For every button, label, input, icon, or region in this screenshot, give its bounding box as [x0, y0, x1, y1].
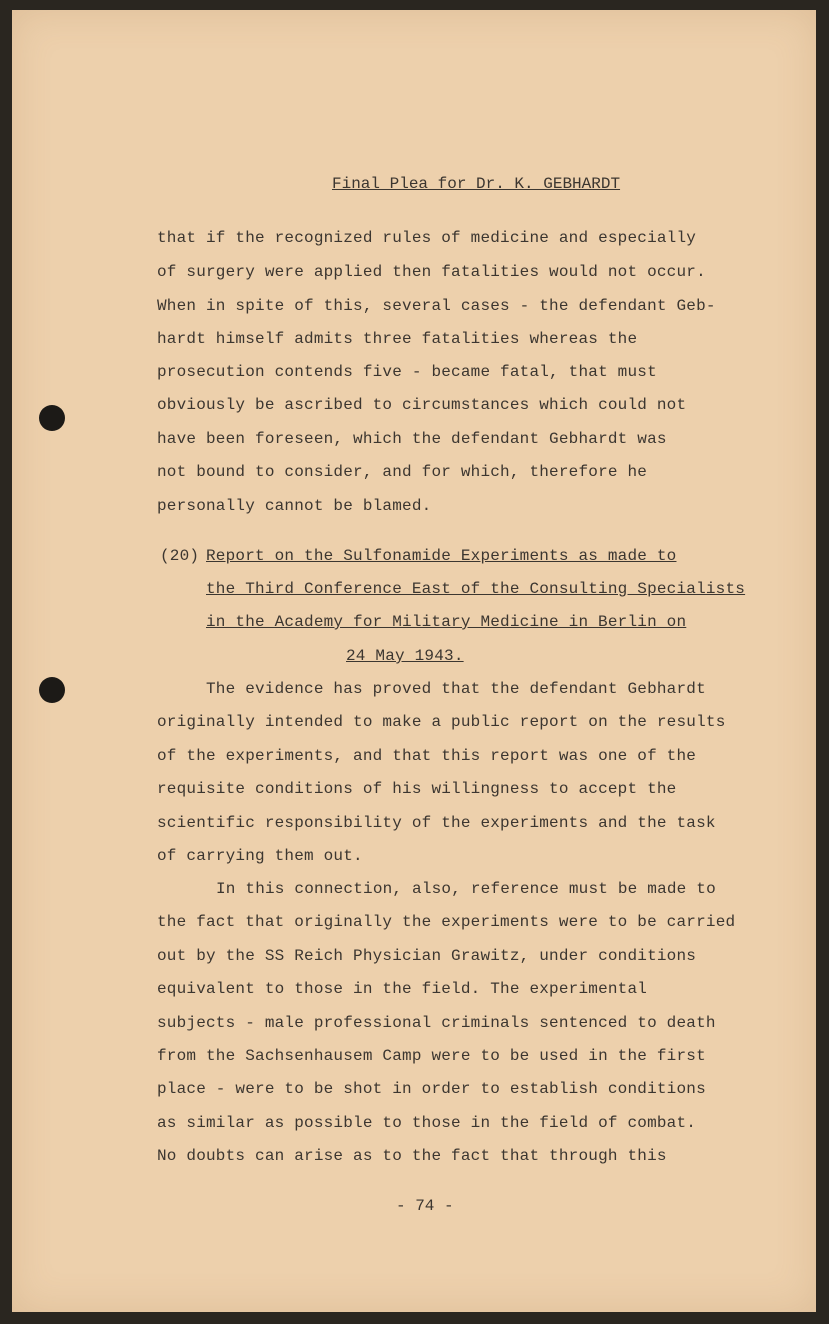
text-line: scientific responsibility of the experiments and the task — [157, 814, 716, 832]
section-number: (20) — [160, 547, 200, 565]
text-line: obviously be ascribed to circumstances which could not — [157, 396, 687, 414]
text-line: of the experiments, and that this report was one of the — [157, 747, 697, 765]
text-line: of carrying them out. — [157, 847, 363, 865]
section-title-line: 24 May 1943. — [346, 647, 464, 665]
punch-hole — [39, 405, 65, 431]
page-number: - 74 - — [396, 1197, 454, 1215]
text-line: In this connection, also, reference must be made to — [216, 880, 716, 898]
text-line: When in spite of this, several cases - the defendant Geb- — [157, 297, 716, 315]
text-line: of surgery were applied then fatalities would not occur. — [157, 263, 706, 281]
text-line: equivalent to those in the field. The experimental — [157, 980, 648, 998]
text-line: place - were to be shot in order to establish conditions — [157, 1080, 706, 1098]
page-header: Final Plea for Dr. K. GEBHARDT — [332, 175, 621, 193]
section-title-line: in the Academy for Military Medicine in Berlin on — [206, 613, 687, 631]
text-line: from the Sachsenhausem Camp were to be used in the first — [157, 1047, 706, 1065]
text-line: have been foreseen, which the defendant Gebhardt was — [157, 430, 667, 448]
section-title-line: the Third Conference East of the Consulting Specialists — [206, 580, 746, 598]
text-line: requisite conditions of his willingness to accept the — [157, 780, 677, 798]
text-line: that if the recognized rules of medicine and especially — [157, 229, 697, 247]
text-line: out by the SS Reich Physician Grawitz, under conditions — [157, 947, 697, 965]
text-line: prosecution contends five - became fatal, that must — [157, 363, 657, 381]
text-line: not bound to consider, and for which, therefore he — [157, 463, 648, 481]
punch-hole — [39, 677, 65, 703]
text-line: personally cannot be blamed. — [157, 497, 432, 515]
text-line: originally intended to make a public report on the results — [157, 713, 726, 731]
text-line: as similar as possible to those in the field of combat. — [157, 1114, 697, 1132]
text-line: subjects - male professional criminals sentenced to death — [157, 1014, 716, 1032]
text-line: the fact that originally the experiments were to be carried — [157, 913, 736, 931]
text-line: No doubts can arise as to the fact that through this — [157, 1147, 667, 1165]
document-page — [12, 10, 816, 1312]
text-line: hardt himself admits three fatalities whereas the — [157, 330, 638, 348]
section-title-line: Report on the Sulfonamide Experiments as made to — [206, 547, 677, 565]
text-line: The evidence has proved that the defendant Gebhardt — [206, 680, 706, 698]
